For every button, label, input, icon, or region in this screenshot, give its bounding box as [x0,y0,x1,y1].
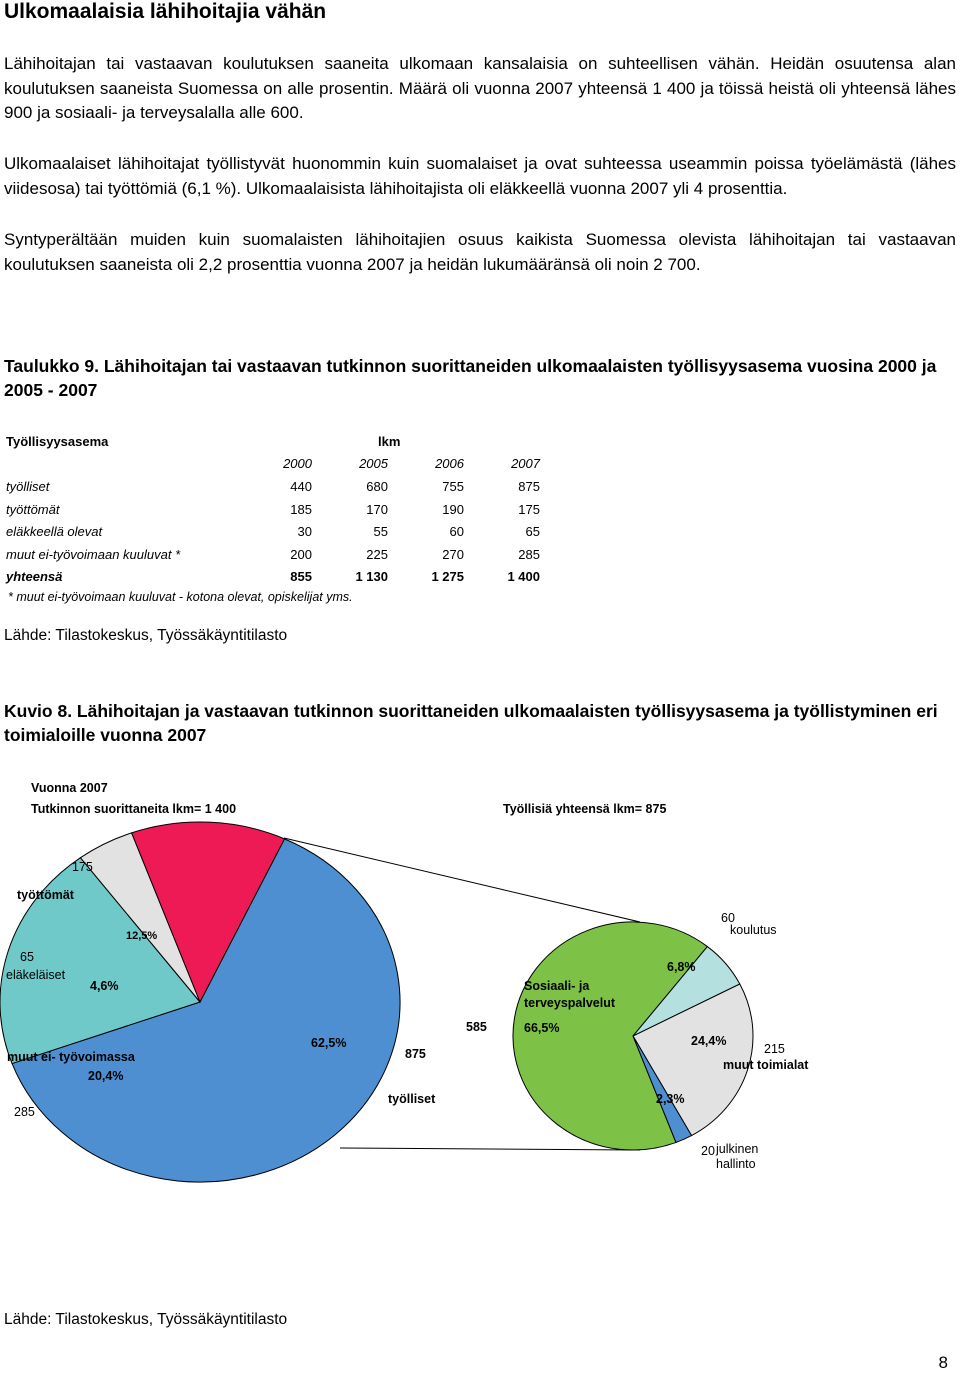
chart1-title: Vuonna 2007 [31,781,108,795]
label-percent: 12,5% [126,930,158,942]
year-header: 2000 [283,456,312,472]
cell: 200 [290,546,312,562]
cell: 1 275 [431,569,464,585]
column-header: Työllisyysasema [6,433,109,449]
cell: 225 [366,546,388,562]
label-category [715,1142,762,1171]
connector-line-bottom [340,1148,640,1150]
figure-8-caption: Kuvio 8. Lähihoitajan ja vastaavan tutkinnon suorittaneiden ulkomaalaisten työllisyysasema ja työllistyminen eri toimialoille vuonna 2007 [4,701,938,745]
cell: 190 [442,501,464,517]
label-percent: 20,4% [88,1069,124,1083]
cell: 175 [518,501,540,517]
table-9-caption: Taulukko 9. Lähihoitajan tai vastaavan tutkinnon suorittaneiden ulkomaalaisten työllisyysasema vuosina 2000 ja 2005 - 2007 [4,356,937,400]
label-percent: 4,6% [90,979,119,993]
year-header: 2007 [511,456,540,472]
chart2-title: Työllisiä yhteensä lkm= 875 [503,802,667,816]
label-category-line: hallinto [716,1157,756,1171]
row-label: työttömät [6,501,60,517]
cell: 875 [518,478,540,494]
cell: 170 [366,501,388,517]
row-label: eläkkeellä olevat [6,524,103,540]
paragraph-3: Syntyperältään muiden kuin suomalaisten lähihoitajien osuus kaikista Suomessa olevista lähihoitajan tai vastaavan koulutuksen saaneista oli 2,2 prosenttia vuonna 2007 ja heidän lukumääränsä oli noin 2 700. [4,230,956,274]
cell: 680 [366,478,388,494]
cell: 755 [442,478,464,494]
label-category: koulutus [730,923,777,937]
year-header: 2006 [435,456,464,472]
label-percent: 62,5% [311,1036,347,1050]
row-label: työlliset [6,478,50,494]
cell: 855 [290,569,312,585]
label-value: 215 [764,1042,785,1056]
chart1-subtitle: Tutkinnon suorittaneita lkm= 1 400 [31,802,237,816]
label-category: työlliset [388,1092,436,1106]
label-category: muut toimialat [723,1058,809,1072]
cell: 30 [297,524,312,540]
label-percent: 66,5% [524,1021,560,1035]
label-percent: 6,8% [667,960,696,974]
label-value: 20 [701,1144,715,1158]
cell: 65 [525,524,540,540]
row-label: yhteensä [6,569,63,585]
paragraph-1: Lähihoitajan tai vastaavan koulutuksen saaneita ulkomaan kansalaisia on suhteellisen vähän. Heidän osuutensa alan koulutuksen saaneista Suomessa on alle prosentin. Määrä oli vuonna 2007 yhteensä 1 400 ja töissä heistä oli yhteensä lähes 900 ja sosiaali- ja terveysalalla alle 600. [4,54,956,122]
cell: 60 [449,524,464,540]
label-value: 175 [72,860,93,874]
paragraph-2: Ulkomaalaiset lähihoitajat työllistyvät huonommin kuin suomalaiset ja ovat suhteessa useammin poissa työelämästä (lähes viidesosa) tai työttömiä (6,1 %). Ulkomaalaisista lähihoitajista oli eläkkeellä vuonna 2007 yli 4 prosenttia. [4,154,956,198]
label-category-line: julkinen [716,1142,759,1156]
cell: 1 400 [507,569,540,585]
label-value: 285 [14,1105,35,1119]
label-value: 60 [721,911,735,925]
label-percent: 2,3% [656,1092,685,1106]
label-category: työttömät [17,888,74,902]
label-value: 65 [20,950,34,964]
label-category: muut ei- työvoimassa [7,1050,135,1064]
figure-source: Lähde: Tilastokeskus, Työssäkäyntitilasto [4,1311,288,1328]
label-category: eläkeläiset [6,968,66,982]
cell: 285 [518,546,540,562]
cell: 1 130 [355,569,388,585]
cell: 185 [290,501,312,517]
page-heading: Ulkomaalaisia lähihoitajia vähän [4,0,327,23]
year-header: 2005 [359,456,388,472]
unit-header: lkm [378,433,401,449]
table-footnote: * muut ei-työvoimaan kuuluvat - kotona olevat, opiskelijat yms. [8,590,353,604]
table-source: Lähde: Tilastokeskus, Työssäkäyntitilasto [4,627,288,644]
pie-chart-left [0,822,400,1182]
label-category-line: Sosiaali- ja [524,979,590,993]
label-value: 875 [405,1047,426,1061]
label-category-line: terveyspalvelut [524,996,616,1010]
cell: 55 [373,524,388,540]
cell: 270 [442,546,464,562]
label-value: 585 [466,1020,487,1034]
label-percent: 24,4% [691,1034,727,1048]
page-number: 8 [938,1353,948,1372]
row-label: muut ei-työvoimaan kuuluvat * [6,546,181,562]
cell: 440 [290,478,312,494]
